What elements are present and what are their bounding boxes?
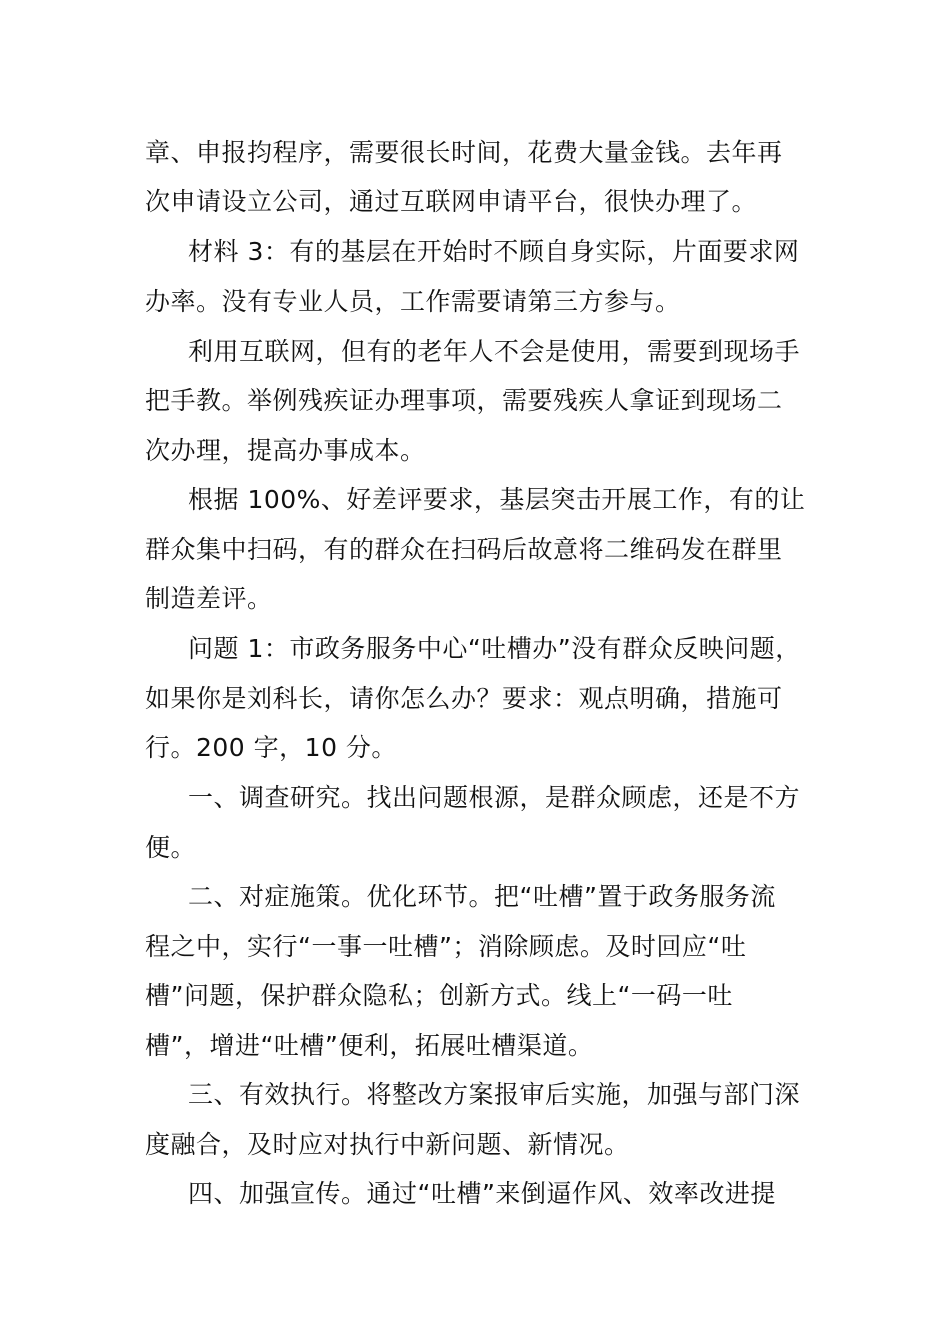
- text-line: 材料 3：有的基层在开始时不顾自身实际，片面要求网: [188, 237, 800, 266]
- text-line: 根据 100%、好差评要求，基层突击开展工作，有的让: [188, 485, 806, 514]
- text-line: 三、有效执行。将整改方案报审后实施，加强与部门深: [188, 1080, 801, 1109]
- text-line: 二、对症施策。优化环节。把“吐槽”置于政务服务流: [188, 882, 776, 911]
- text-line: 把手教。举例残疾证办理事项，需要残疾人拿证到现场二: [145, 386, 783, 415]
- text-line: 一、调查研究。找出问题根源，是群众顾虑，还是不方: [188, 783, 801, 812]
- text-line: 行。200 字，10 分。: [145, 733, 397, 762]
- text-line: 次办理，提高办事成本。: [145, 436, 426, 465]
- text-line: 办率。没有专业人员，工作需要请第三方参与。: [145, 287, 681, 316]
- text-line: 程之中，实行“一事一吐槽”；消除顾虑。及时回应“吐: [145, 932, 747, 961]
- text-line: 次申请设立公司，通过互联网申请平台，很快办理了。: [145, 187, 758, 216]
- text-line: 制造差评。: [145, 584, 273, 613]
- text-line: 群众集中扫码，有的群众在扫码后故意将二维码发在群里: [145, 535, 783, 564]
- text-line: 如果你是刘科长，请你怎么办？要求：观点明确，措施可: [145, 684, 783, 713]
- text-line: 利用互联网，但有的老年人不会是使用，需要到现场手: [188, 337, 801, 366]
- text-line: 问题 1：市政务服务中心“吐槽办”没有群众反映问题，: [188, 634, 801, 663]
- text-line: 槽”问题，保护群众隐私；创新方式。线上“一码一吐: [145, 981, 733, 1010]
- text-line: 便。: [145, 833, 197, 862]
- text-line: 槽”，增进“吐槽”便利，拓展吐槽渠道。: [145, 1031, 594, 1060]
- text-line: 度融合，及时应对执行中新问题、新情况。: [145, 1130, 630, 1159]
- text-line: 章、申报抣程序，需要很长时间，花费大量金钱。去年再: [145, 138, 783, 167]
- text-line: 四、加强宣传。通过“吐槽”来倒逼作风、效率改进提: [188, 1179, 776, 1208]
